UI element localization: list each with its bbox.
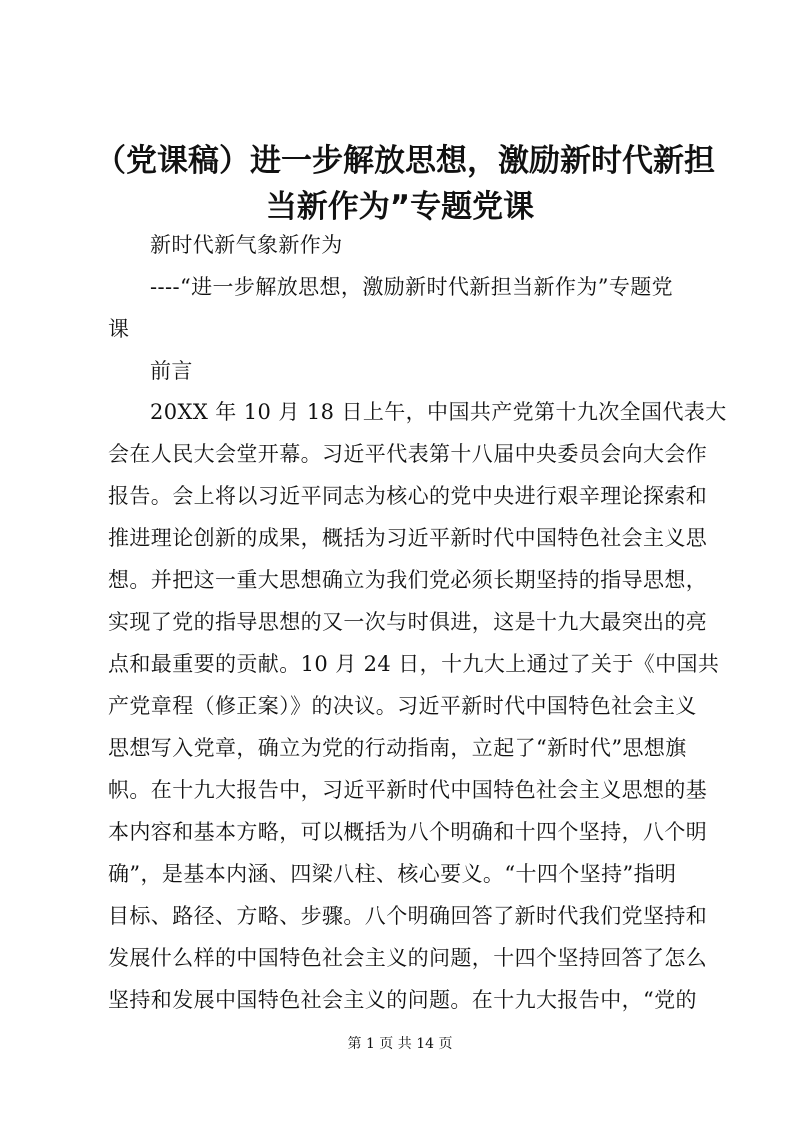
body-line: 本内容和基本方略，可以概括为八个明确和十四个坚持，八个明 [108,820,708,844]
body-line: 推进理论创新的成果，概括为习近平新时代中国特色社会主义思 [108,526,708,550]
document-title [95,138,715,230]
body-line: 帜。在十九大报告中，习近平新时代中国特色社会主义思想的基 [108,778,708,802]
body-line: 发展什么样的中国特色社会主义的问题，十四个坚持回答了怎么 [108,946,708,970]
title-line-1: （党课稿）进一步解放思想，激励新时代新担 [95,143,715,179]
body-line: 20XX 年 10 月 18 日上午，中国共产党第十九次全国代表大 [150,400,727,424]
body-line: 目标、路径、方略、步骤。八个明确回答了新时代我们党坚持和 [108,904,708,928]
title-line-2: 当新作为”专题党课 [265,189,535,225]
body-line: 实现了党的指导思想的又一次与时俱进，这是十九大最突出的亮 [108,610,708,634]
body-line: 产党章程（修正案）》的决议。习近平新时代中国特色社会主义 [108,694,697,718]
body-line: 报告。会上将以习近平同志为核心的党中央进行艰辛理论探索和 [108,484,708,508]
body-line: 坚持和发展中国特色社会主义的问题。在十九大报告中，“党的 [108,988,697,1012]
body-line: 点和最重要的贡献。10 月 24 日，十九大上通过了关于《中国共 [108,652,720,676]
subtitle: 新时代新气象新作为 [150,233,343,257]
body-line: 思想写入党章，确立为党的行动指南，立起了“新时代”思想旗 [108,736,687,760]
body-line: 想。并把这一重大思想确立为我们党必须长期坚持的指导思想， [108,568,708,592]
subtitle-dashline: ----“进一步解放思想，激励新时代新担当新作为”专题党 [150,275,674,299]
page-number-footer: 第 1 页 共 14 页 [347,1036,453,1052]
preface-heading: 前言 [150,359,193,383]
body-line: 会在人民大会堂开幕。习近平代表第十八届中央委员会向大会作 [108,442,708,466]
body-line: 确”，是基本内涵、四梁八柱、核心要义。“十四个坚持”指明 [108,862,677,886]
subtitle-dashline-continuation: 课 [108,317,130,341]
